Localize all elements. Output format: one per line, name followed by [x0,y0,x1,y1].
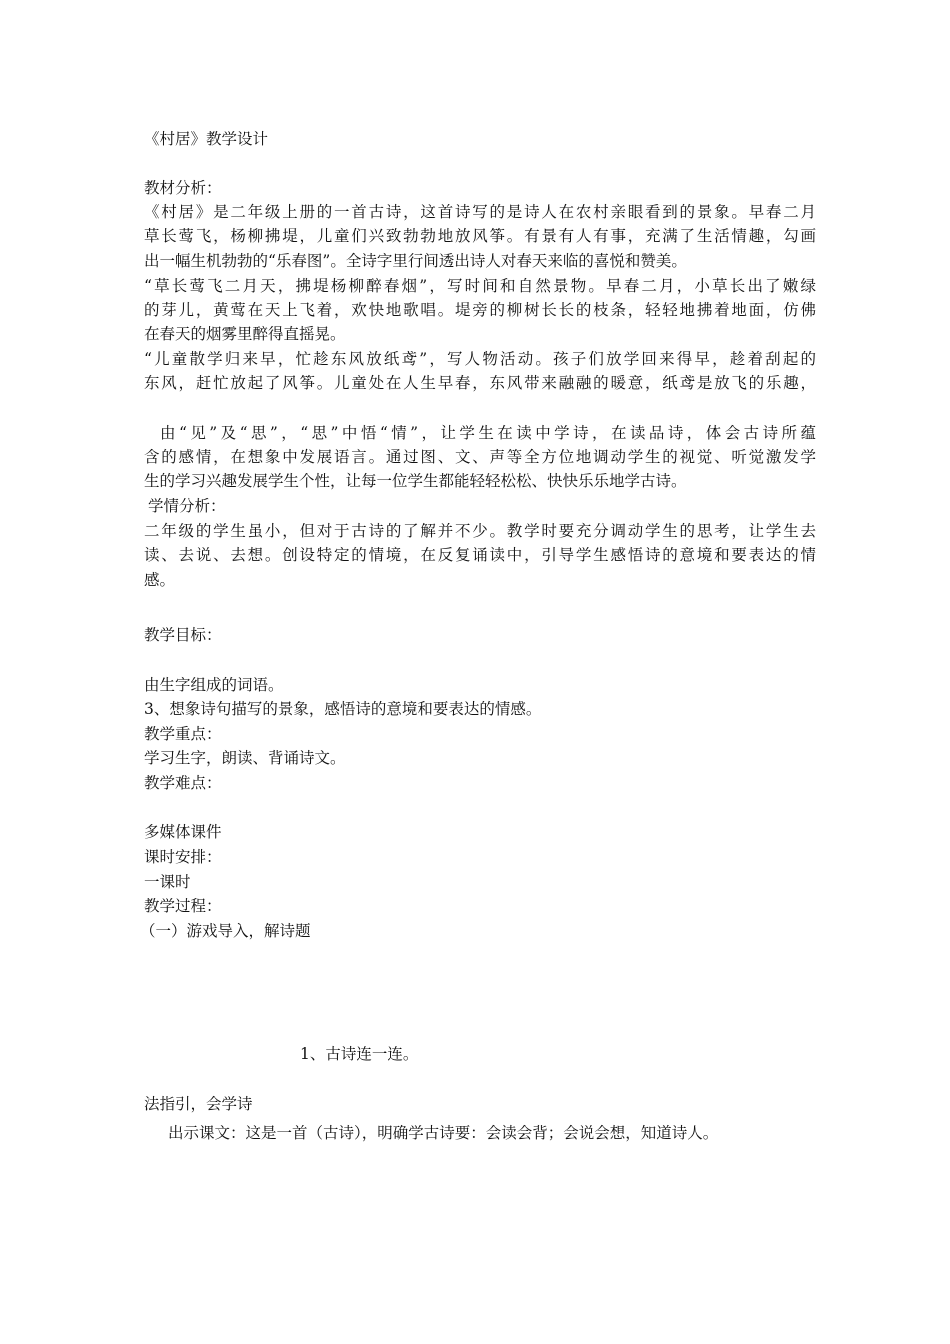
material-p3-line-2: 东风，赶忙放起了风筝。儿童处在人生早春，东风带来融融的暖意，纸鸢是放飞的乐趣， [144,374,816,392]
learner-line-3: 感。 [144,571,176,589]
concept-line-2: 含的感情，在想象中发展语言。通过图、文、声等全方位地调动学生的视觉、听觉激发学 [144,448,816,466]
step-1-item-1: 1、古诗连一连。 [300,1045,419,1063]
concept-line-3: 生的学习兴趣发展学生个性，让每一位学生都能轻轻松松、快快乐乐地学古诗。 [144,472,687,490]
goals-heading: 教学目标： [144,626,222,644]
learner-heading: 学情分析： [148,497,226,515]
step-1-heading: （一）游戏导入，解诗题 [140,922,311,940]
learner-line-1: 二年级的学生虽小，但对于古诗的了解并不少。教学时要充分调动学生的思考，让学生去 [144,522,816,540]
material-heading: 教材分析： [144,179,222,197]
document-title: 《村居》教学设计 [144,130,269,148]
step-2-heading-end: 法指引，会学诗 [144,1095,253,1113]
material-p2-line-1: “草长莺飞二月天，拂堤杨柳醉春烟”，写时间和自然景物。早春二月，小草长出了嫩绿 [144,277,816,295]
schedule-text: 一课时 [144,873,191,891]
concept-line-1: 由“见”及“思”，“思”中悟“情”，让学生在读中学诗，在读品诗，体会古诗所蕴 [160,424,816,442]
process-heading: 教学过程： [144,897,222,915]
schedule-heading: 课时安排： [144,848,222,866]
learner-line-2: 读、去说、去想。创设特定的情境，在反复诵读中，引导学生感悟诗的意境和要表达的情 [144,546,816,564]
material-p2-line-2: 的芽儿，黄莺在天上飞着，欢快地歌唱。堤旁的柳树长长的枝条，轻轻地拂着地面，仿佛 [144,301,816,319]
focus-heading: 教学重点： [144,725,222,743]
step-2-text: 出示课文：这是一首（古诗），明确学古诗要：会读会背；会说会想，知道诗人。 [168,1124,719,1142]
material-p1-line-1: 《村居》是二年级上册的一首古诗，这首诗写的是诗人在农村亲眼看到的景象。早春二月 [144,203,816,221]
material-p1-line-2: 草长莺飞，杨柳拂堤，儿童们兴致勃勃地放风筝。有景有人有事，充满了生活情趣，勾画 [144,227,816,245]
material-p3-line-1: “儿童散学归来早，忙趁东风放纸鸢”，写人物活动。孩子们放学回来得早，趁着刮起的 [144,350,816,368]
material-p2-line-3: 在春天的烟雾里醉得直摇晃。 [144,325,346,343]
material-p1-line-3: 出一幅生机勃勃的“乐春图”。全诗字里行间透出诗人对春天来临的喜悦和赞美。 [144,252,687,270]
goal-3: 3、想象诗句描写的景象，感悟诗的意境和要表达的情感。 [144,700,542,718]
goal-2-end: 由生字组成的词语。 [144,676,284,694]
focus-text: 学习生字，朗读、背诵诗文。 [144,749,346,767]
prep-text: 多媒体课件 [144,823,222,841]
difficulty-heading: 教学难点： [144,774,222,792]
